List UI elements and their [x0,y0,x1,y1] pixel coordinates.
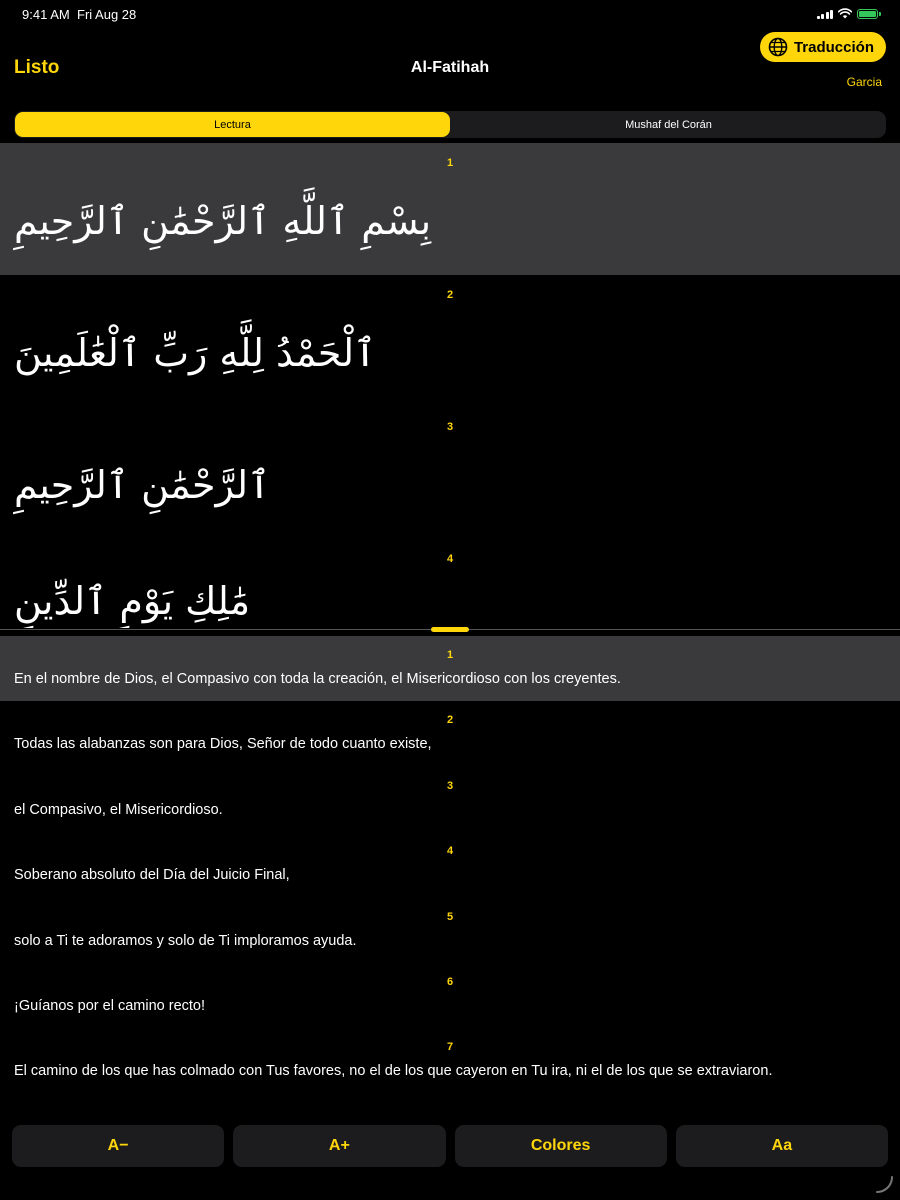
verse-number: 4 [446,553,454,565]
verse-number: 2 [446,714,454,727]
translation-verse-text: solo a Ti te adoramos y solo de Ti imploramos ayuda. [14,932,357,949]
navigation-bar [0,28,900,108]
status-date: Fri Aug 28 [77,7,137,22]
arabic-verse[interactable] [0,275,900,407]
translation-verse-text: En el nombre de Dios, el Compasivo con toda la creación, el Misericordioso con los creyentes. [14,671,621,687]
verse-number: 5 [446,910,454,923]
translation-verse[interactable] [0,767,900,832]
verse-number: 3 [446,779,454,792]
colors-button[interactable]: Colores [455,1125,667,1167]
translation-button[interactable] [760,32,886,62]
battery-icon [857,9,878,19]
translation-verse[interactable] [0,701,900,766]
verse-number: 4 [446,845,454,858]
increase-font-button[interactable]: A+ [233,1125,445,1167]
done-button[interactable]: Listo [14,57,60,78]
translation-verse[interactable] [0,898,900,963]
translation-verse[interactable] [0,1028,900,1093]
translation-verse[interactable] [0,963,900,1028]
translation-verse-text: el Compasivo, el Misericordioso. [14,801,223,818]
signal-icon [817,9,834,19]
translation-button-label: Traducción [793,38,874,56]
arabic-verse[interactable] [0,407,900,539]
status-bar [0,0,900,28]
translation-verse[interactable] [0,636,900,701]
translation-verse[interactable] [0,832,900,897]
translator-name[interactable]: Garcia [846,75,882,89]
verse-number: 1 [446,157,454,169]
arabic-verse-text: بِسْمِ ٱللَّهِ ٱلرَّحْمَٰنِ ٱلرَّحِيمِ [14,199,432,243]
translation-pane[interactable] [0,636,900,1096]
globe-icon [768,37,788,57]
page-title: Al-Fatihah [410,59,490,76]
arabic-verse-text: ٱلْحَمْدُ لِلَّهِ رَبِّ ٱلْعَٰلَمِينَ [14,331,377,375]
verse-number: 1 [446,649,454,661]
view-mode-segmented-control [14,111,886,138]
segment-reading[interactable]: Lectura [15,112,450,137]
arabic-text-pane[interactable] [0,143,900,628]
segment-mushaf[interactable]: Mushaf del Corán [625,118,712,131]
verse-number: 3 [446,421,454,433]
verse-number: 7 [446,1041,454,1054]
translation-verse-text: Todas las alabanzas son para Dios, Señor de todo cuanto existe, [14,736,432,753]
verse-number: 6 [446,975,454,988]
arabic-verse-text: ٱلرَّحْمَٰنِ ٱلرَّحِيمِ [14,463,271,507]
status-time: 9:41 AM [22,7,70,22]
wifi-icon [838,8,852,19]
arabic-verse-text: مَٰلِكِ يَوْمِ ٱلدِّينِ [14,579,251,623]
bottom-toolbar [12,1125,888,1167]
font-settings-button[interactable]: Aa [676,1125,888,1167]
translation-verse-text: ¡Guíanos por el camino recto! [14,997,206,1014]
arabic-verse[interactable] [0,539,900,628]
decrease-font-button[interactable]: A− [12,1125,224,1167]
resize-handle[interactable] [431,627,469,632]
arabic-verse[interactable] [0,143,900,275]
translation-verse-text: Soberano absoluto del Día del Juicio Final, [14,867,290,884]
translation-verse-text: El camino de los que has colmado con Tus favores, no el de los que cayeron en Tu ira, ni el de los que se extraviaron. [14,1063,773,1080]
verse-number: 2 [446,289,454,301]
status-icons [817,8,879,19]
resize-corner-icon [874,1174,894,1194]
